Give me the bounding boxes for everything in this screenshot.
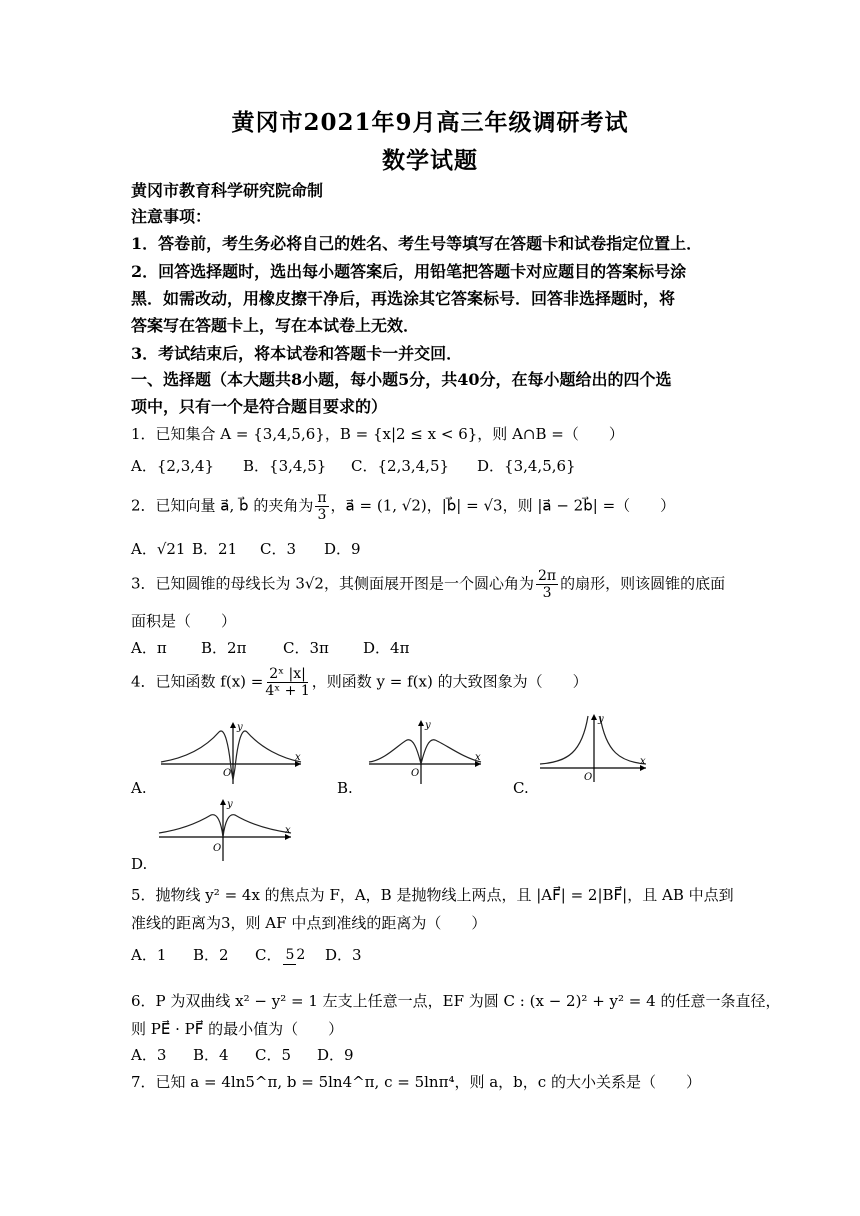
origin-label: O <box>411 768 420 779</box>
y-axis-arrow <box>591 714 597 720</box>
notice-item-3: 3．考试结束后，将本试卷和答题卡一并交回． <box>131 344 463 363</box>
q5-line2: 准线的距离为3，则 AF 中点到准线的距离为（ ） <box>131 914 487 932</box>
q2-stem-pre: 2．已知向量 a⃗, b⃗ 的夹角为 <box>131 496 314 515</box>
section-heading-line2: 项中，只有一个是符合题目要求的） <box>131 397 388 416</box>
x-label: x <box>285 825 291 836</box>
q6-line2: 则 PE⃗ · PF⃗ 的最小值为（ ） <box>131 1020 344 1038</box>
q2-options <box>131 538 361 559</box>
q4-label-d: D. <box>131 855 148 873</box>
q6-line1: 6．P 为双曲线 x² − y² = 1 左支上任意一点，EF 为圆 C : (x − 2)² + y² = 4 的任意一条直径， <box>131 992 781 1010</box>
y-label: y <box>227 799 233 810</box>
q2-option-c: C．3 <box>260 540 297 558</box>
q4-graph-c <box>538 712 650 784</box>
q4-label-b: B. <box>337 779 353 797</box>
q1-option-a: A．{2,3,4} <box>131 457 215 475</box>
q4-frac-den: 4ˣ + 1 <box>265 683 310 700</box>
q6-option-d: D．9 <box>317 1046 354 1064</box>
q1-options <box>131 455 576 476</box>
q5-option-c <box>255 944 325 965</box>
origin-label: O <box>223 768 232 779</box>
exam-subtitle: 数学试题 <box>382 147 478 174</box>
q4-label-a: A. <box>131 779 147 797</box>
curve-left <box>540 716 588 764</box>
q4-graph-d <box>155 797 295 863</box>
y-axis-arrow <box>418 720 424 726</box>
q1-option-b: B．{3,4,5} <box>243 457 327 475</box>
q6-options <box>131 1044 354 1065</box>
q4-label-c: C. <box>513 779 529 797</box>
q5-option-c-fraction <box>283 947 305 964</box>
q2-stem <box>131 490 675 523</box>
q4-frac-num: 2ˣ |x| <box>269 666 306 682</box>
notice-item-2a: 2．回答选择题时，选出每小题答案后，用铅笔把答题卡对应题目的答案标号涂 <box>131 262 687 281</box>
notice-heading: 注意事项： <box>131 207 212 226</box>
q5-c-num: 5 <box>285 947 295 964</box>
section-heading-line1: 一、选择题（本大题共8小题，每小题5分，共40分，在每小题给出的四个选 <box>131 370 672 389</box>
q3-stem-pre: 3．已知圆锥的母线长为 3√2，其侧面展开图是一个圆心角为 <box>131 574 534 593</box>
x-label: x <box>475 752 481 763</box>
q3-option-a: A．π <box>131 639 167 657</box>
q4-graph-a <box>155 718 305 786</box>
notice-item-2b: 黑．如需改动，用橡皮擦干净后，再选涂其它答案标号．回答非选择题时，将 <box>131 289 676 308</box>
exam-title: 黄冈市2021年9月高三年级调研考试 <box>231 109 629 136</box>
q3-frac-num: 2π <box>537 568 557 584</box>
y-label: y <box>598 714 604 725</box>
y-axis-arrow <box>230 722 236 728</box>
q2-frac-den: 3 <box>317 507 327 524</box>
q3-stem-post: 的扇形，则该圆锥的底面 <box>560 574 726 593</box>
q3-option-c: C．3π <box>283 639 329 657</box>
q5-line1: 5．抛物线 y² = 4x 的焦点为 F，A，B 是抛物线上两点，且 |AF⃗| = 2|BF⃗|，且 AB 中点到 <box>131 886 734 904</box>
q5-option-c-label: C． <box>255 946 282 964</box>
q4-graph-b <box>365 718 485 786</box>
author-line: 黄冈市教育科学研究院命制 <box>131 181 324 200</box>
origin-label: O <box>584 772 593 783</box>
q6-option-c: C．5 <box>255 1046 292 1064</box>
x-label: x <box>295 752 301 763</box>
q2-angle-fraction <box>315 490 328 523</box>
q4-stem-post: ，则函数 y = f(x) 的大致图象为（ ） <box>311 672 588 691</box>
notice-item-1: 1．答卷前，考生务必将自己的姓名、考生号等填写在答题卡和试卷指定位置上． <box>131 234 703 253</box>
q2-option-d: D．9 <box>324 540 361 558</box>
notice-item-2c: 答案写在答题卡上，写在本试卷上无效． <box>131 316 420 335</box>
q1-option-c: C．{2,3,4,5} <box>351 457 450 475</box>
q3-stem <box>131 568 725 601</box>
q4-function-fraction <box>265 666 309 699</box>
q3-stem-line2: 面积是（ ） <box>131 612 237 630</box>
q5-c-den: 2 <box>296 947 306 964</box>
q7-stem: 7．已知 a = 4ln5^π, b = 5ln4^π, c = 5lnπ⁴，则 a，b，c 的大小关系是（ ） <box>131 1073 701 1091</box>
q2-frac-num: π <box>317 490 327 506</box>
x-label: x <box>640 756 646 767</box>
q3-angle-fraction <box>536 568 558 601</box>
origin-label: O <box>213 843 222 854</box>
q3-options <box>131 637 409 658</box>
q4-stem <box>131 666 588 699</box>
q3-frac-den: 3 <box>542 585 552 602</box>
q6-option-a: A．3 <box>131 1046 167 1064</box>
q3-option-b: B．2π <box>201 639 247 657</box>
q5-option-d: D．3 <box>325 946 362 964</box>
y-axis-arrow <box>220 799 226 805</box>
q2-option-a: A．√21 <box>131 540 186 558</box>
y-label: y <box>237 722 243 733</box>
q5-options <box>131 944 362 965</box>
q6-option-b: B．4 <box>193 1046 229 1064</box>
q5-option-b: B．2 <box>193 946 229 964</box>
curve <box>369 740 481 764</box>
q1-stem: 1．已知集合 A = {3,4,5,6}，B = {x|2 ≤ x < 6}，则 A∩B =（ ） <box>131 425 624 443</box>
q2-stem-post: ，a⃗ = (1, √2)，|b⃗| = √3，则 |a⃗ − 2b⃗| =（ ） <box>330 496 676 515</box>
q2-option-b: B．21 <box>192 540 238 558</box>
q5-option-a: A．1 <box>131 946 167 964</box>
curve <box>159 815 291 837</box>
q4-stem-pre: 4．已知函数 f(x) = <box>131 672 264 691</box>
q3-option-d: D．4π <box>363 639 410 657</box>
y-label: y <box>425 720 431 731</box>
q1-option-d: D．{3,4,5,6} <box>477 457 576 475</box>
